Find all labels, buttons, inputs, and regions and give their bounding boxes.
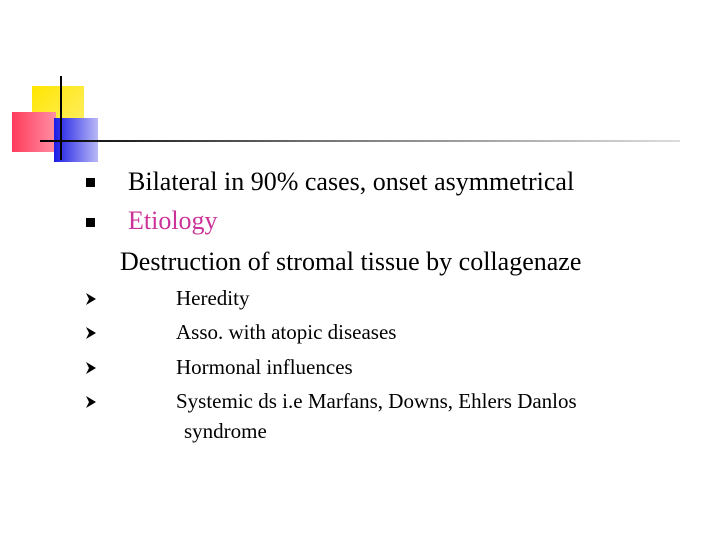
title-divider-line bbox=[40, 140, 680, 142]
vertical-rule bbox=[60, 76, 62, 160]
bullet-text-2: Etiology bbox=[128, 206, 218, 235]
red-square-decoration bbox=[12, 112, 56, 152]
arrow-bullet-icon bbox=[86, 327, 96, 339]
sub-bullet-text-4: Systemic ds i.e Marfans, Downs, Ehlers Danlos bbox=[176, 389, 577, 413]
bullet-text-1: Bilateral in 90% cases, onset asymmetrical bbox=[128, 167, 575, 196]
arrow-bullet-icon bbox=[86, 362, 96, 374]
square-bullet-icon bbox=[86, 178, 95, 187]
arrow-bullet-icon bbox=[86, 293, 96, 305]
square-bullet-icon bbox=[86, 218, 95, 227]
sub-bullet-text-1: Heredity bbox=[176, 286, 250, 310]
sub-bullet-continuation: syndrome bbox=[184, 419, 267, 443]
sub-bullet-text-3: Hormonal influences bbox=[176, 355, 353, 379]
sub-bullet-text-2: Asso. with atopic diseases bbox=[176, 320, 397, 344]
arrow-bullet-icon bbox=[86, 396, 96, 408]
subheading-text: Destruction of stromal tissue by collagenaze bbox=[120, 247, 582, 276]
